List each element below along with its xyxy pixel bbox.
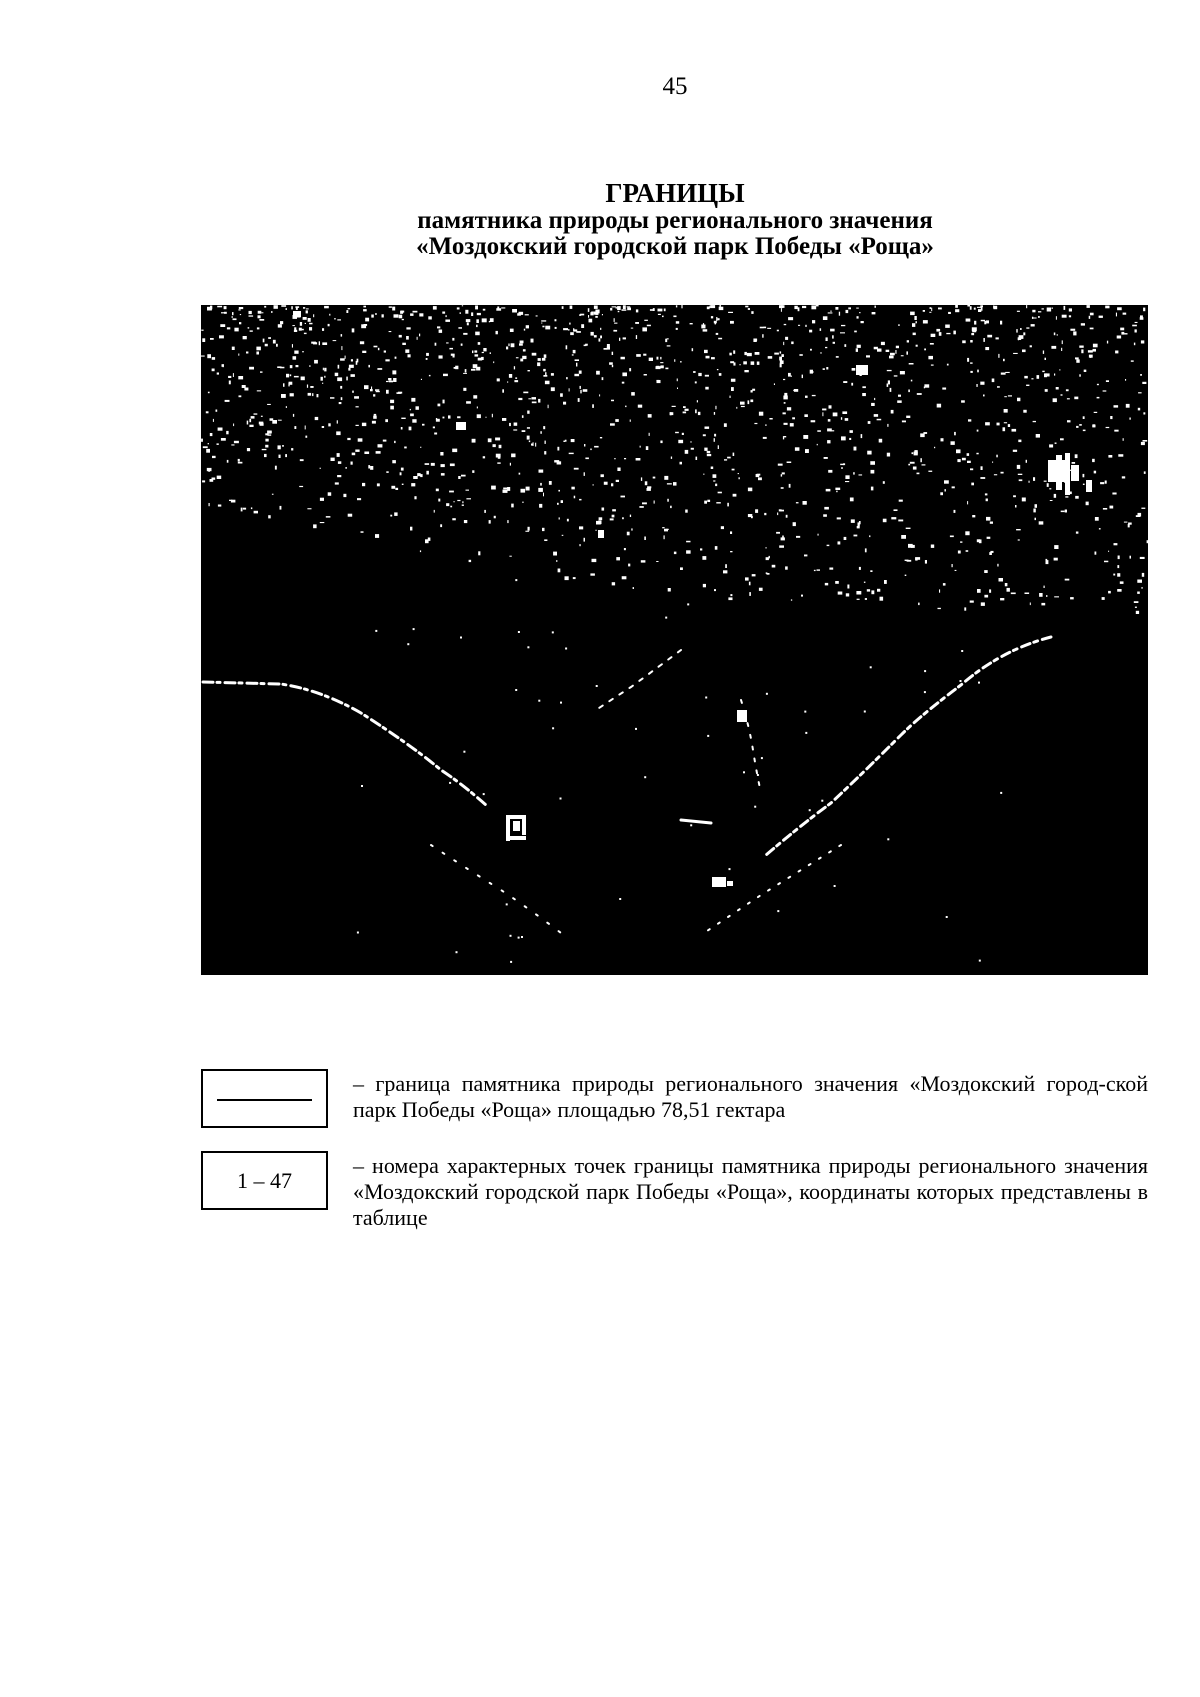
boundary-line-symbol	[217, 1099, 312, 1101]
page-number: 45	[662, 73, 688, 100]
title-subtitle-line-2: «Моздокский городской парк Победы «Роща»	[416, 233, 934, 260]
legend-text-boundary: – граница памятника природы регионального значения «Моздокский город-ской парк Победы «Роща» площадью 78,51 гектара	[353, 1071, 1148, 1122]
title-block	[300, 178, 1050, 260]
legend-symbol-box	[201, 1069, 328, 1128]
legend-text-point-numbers: – номера характерных точек границы памятника природы регионального значения «Моздокский городской парк Победы «Роща», координаты которых представлены в таблице	[353, 1153, 1148, 1230]
boundary-map-image	[201, 305, 1148, 975]
legend-point-range-label: 1 – 47	[237, 1168, 292, 1193]
title-subtitle-line-1: памятника природы регионального значения	[417, 207, 933, 234]
legend-symbol-box	[201, 1151, 328, 1210]
map-satellite-picture	[201, 305, 1148, 975]
page-title: ГРАНИЦЫ	[605, 178, 745, 208]
